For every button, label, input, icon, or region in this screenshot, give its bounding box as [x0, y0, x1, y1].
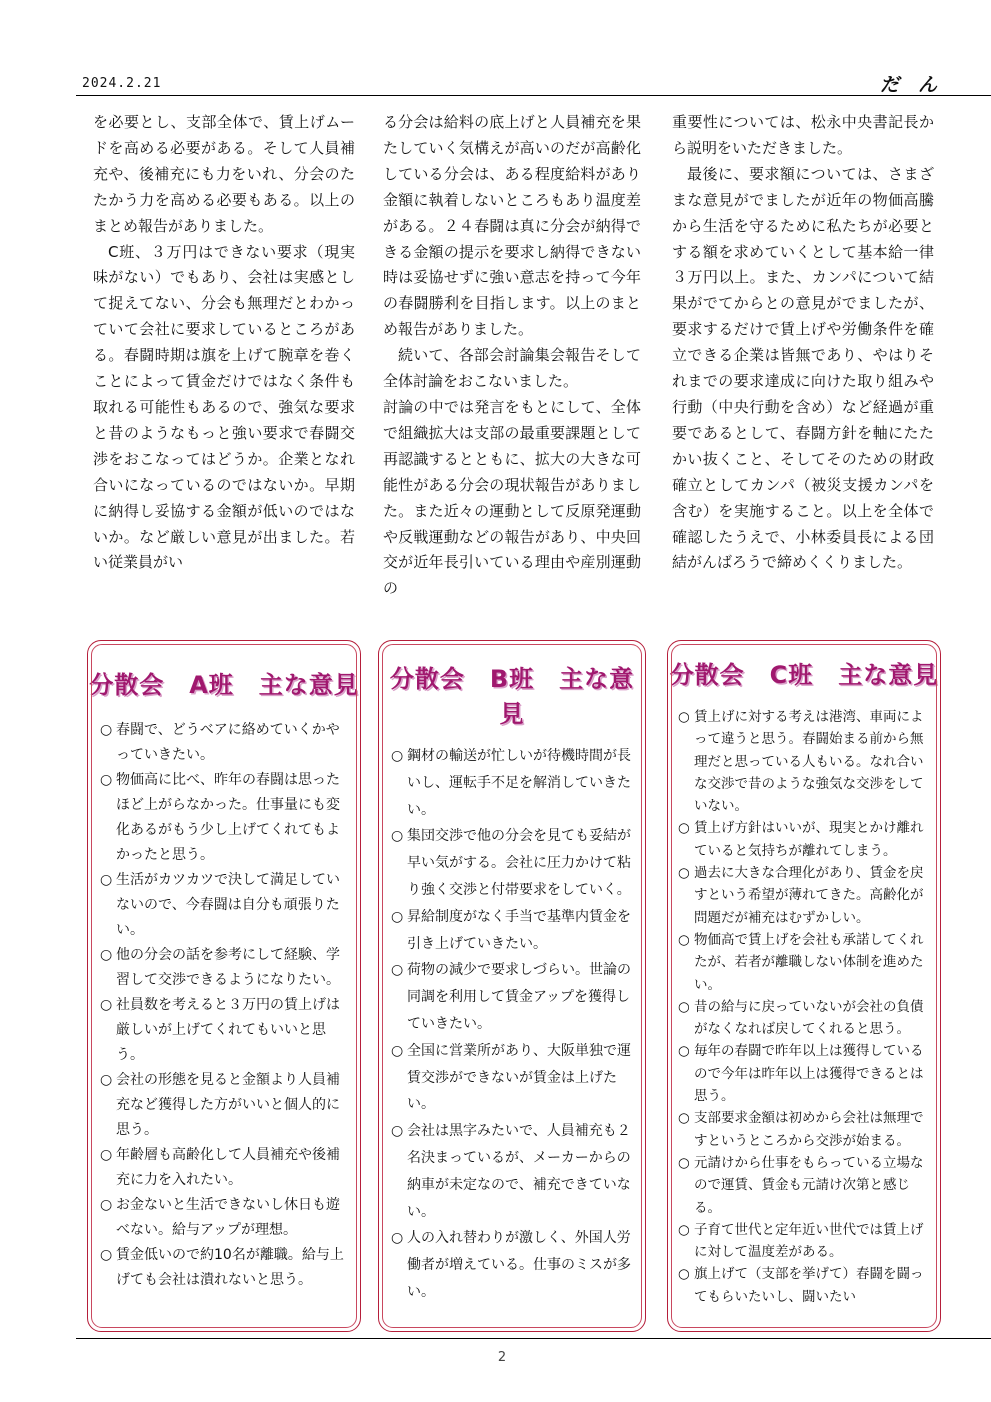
opinion-item: ○ 物価高に比べ、昨年の春闘は思ったほど上がらなかった。仕事量にも変化あるがもう少し上げてくれてもよかったと思う。	[100, 768, 348, 868]
opinion-list	[678, 706, 932, 1308]
article-paragraph: 重要性については、松永中央書記長から説明をいただきました。	[672, 113, 934, 157]
opinion-item: ○ 春闘で、どうベアに絡めていくかやっていきたい。	[100, 718, 348, 768]
opinion-item: ○ お金ないと生活できないし休日も遊べない。給与アップが理想。	[100, 1193, 348, 1243]
opinion-list	[100, 718, 348, 1293]
opinion-box-title: 分散会 C班 主な意見	[669, 661, 939, 689]
opinion-item: ○ 生活がカツカツで決して満足していないので、今春闘は自分も頑張りたい。	[100, 868, 348, 943]
opinion-item: ○ 子育て世代と定年近い世代では賃上げに対して温度差がある。	[678, 1219, 932, 1264]
opinion-item: ○ 全国に営業所があり、大阪単独で運賃交渉ができないが賃金は上げたい。	[391, 1038, 635, 1118]
opinion-item: ○ 会社の形態を見ると金額より人員補充など獲得した方がいいと個人的に思う。	[100, 1068, 348, 1143]
opinion-box-c	[667, 640, 941, 1332]
opinion-box-title: 分散会 A班 主な意見	[89, 671, 359, 699]
opinion-item: ○ 人の入れ替わりが激しく、外国人労働者が増えている。仕事のミスが多い。	[391, 1225, 635, 1305]
opinion-item: ○ 過去に大きな合理化があり、賃金を戻すという希望が薄れてきた。高齢化が問題だが補充はむずかしい。	[678, 862, 932, 929]
opinion-item: ○ 賃金低いので約10名が離職。給与上げても会社は潰れないと思う。	[100, 1243, 348, 1293]
article-paragraph: 最後に、要求額については、さまざまな意見がでましたが近年の物価高騰から生活を守るために私たちが必要とする額を求めていくとして基本給一律３万円以上。また、カンパについて結果がでてからとの意見がでましたが、要求するだけで賃上げや労働条件を確立できる企業は皆無であり、やはりそれまでの要求達成に向けた取り組みや行動（中央行動を含め）など経過が重要であるとして、春闘方針を軸にたたかい抜くこと、そしてそのための財政確立としてカンパ（被災支援カンパを含む）を実施すること。以上を全体で確認したうえで、小林委員長による団結がんばろうで締めくくりました。	[672, 164, 934, 572]
opinion-item: ○ 昔の給与に戻っていないが会社の負債がなくなれば戻してくれると思う。	[678, 996, 932, 1041]
opinion-item: ○ 他の分会の話を参考にして経験、学習して交渉できるようになりたい。	[100, 943, 348, 993]
opinion-item: ○ 元請けから仕事をもらっている立場なので運賃、賃金も元請け次第と感じる。	[678, 1152, 932, 1219]
opinion-list	[391, 743, 635, 1306]
opinion-item: ○ 旗上げて（支部を挙げて）春闘を闘ってもらいたいし、闘いたい	[678, 1263, 932, 1308]
opinion-item: ○ 集団交渉で他の分会を見ても妥結が早い気がする。会社に圧力かけて粘り強く交渉と付帯要求をしていく。	[391, 823, 635, 903]
opinion-box-b	[378, 640, 646, 1332]
article-paragraph: る分会は給料の底上げと人員補充を果たしていく気構えが高いのだが高齢化している分会は、ある程度給料があり金額に執着しないところもあり温度差がある。２４春闘は真に分会が納得できる金額の提示を要求し納得できない時は妥協せずに強い意志を持って今年の春闘勝利を目指します。以上のまとめ報告がありました。	[383, 113, 641, 339]
header-rule	[76, 95, 991, 96]
article-column-2	[383, 110, 641, 602]
opinion-item: ○ 鋼材の輸送が忙しいが待機時間が長いし、運転手不足を解消していきたい。	[391, 743, 635, 823]
opinion-box-a	[87, 640, 361, 1332]
opinion-item: ○ 賃上げ方針はいいが、現実とかけ離れていると気持ちが離れてしまう。	[678, 817, 932, 862]
opinion-item: ○ 毎年の春闘で昨年以上は獲得しているので今年は昨年以上は獲得できるとは思う。	[678, 1040, 932, 1107]
newsletter-title: だ ん	[880, 74, 938, 96]
article-column-3	[672, 110, 934, 576]
opinion-item: ○ 支部要求金額は初めから会社は無理ですというところから交渉が始まる。	[678, 1107, 932, 1152]
opinion-item: ○ 荷物の減少で要求しづらい。世論の同調を利用して賃金アップを獲得していきたい。	[391, 957, 635, 1037]
opinion-item: ○ 年齢層も高齢化して人員補充や後補充に力を入れたい。	[100, 1143, 348, 1193]
opinion-item: ○ 物価高で賃上げを会社も承諾してくれたが、若者が離職しない体制を進めたい。	[678, 929, 932, 996]
footer-rule	[76, 1338, 991, 1339]
opinion-item: ○ 会社は黒字みたいで、人員補充も２名決まっているが、メーカーからの納車が未定なので、補充できていない。	[391, 1118, 635, 1225]
article-paragraph: C班、３万円はできない要求（現実味がない）でもあり、会社は実感として捉えてない、分会も無理だとわかっていて会社に要求しているところがある。春闘時期は旗を上げて腕章を巻くことによって賃金だけではなく条件も取れる可能性もあるので、強気な要求と昔のようなもっと強い要求で春闘交渉をおこなってはどうか。企業となれ合いになっているのではないか。早期に納得し妥協する金額が低いのではないか。など厳しい意見が出ました。若い従業員がい	[93, 242, 355, 572]
opinion-item: ○ 賃上げに対する考えは港湾、車両によって違うと思う。春闘始まる前から無理だと思っている人もいる。なれ合いな交渉で昔のような強気な交渉をしていない。	[678, 706, 932, 817]
opinion-box-title: 分散会 B班 主な意見	[389, 665, 635, 728]
article-column-1	[93, 110, 355, 576]
article-paragraph: を必要とし、支部全体で、賃上げムードを高める必要がある。そして人員補充や、後補充にも力をいれ、分会のたたかう力を高める必要もある。以上のまとめ報告がありました。	[93, 113, 355, 235]
opinion-item: ○ 昇給制度がなく手当で基準内賃金を引き上げていきたい。	[391, 904, 635, 958]
issue-date: 2024.2.21	[82, 76, 162, 91]
opinion-item: ○ 社員数を考えると３万円の賃上げは厳しいが上げてくれてもいいと思う。	[100, 993, 348, 1068]
page-number: 2	[497, 1350, 507, 1365]
article-paragraph: 続いて、各部会討論集会報告そして全体討論をおこないました。	[383, 346, 641, 391]
article-paragraph: 討論の中では発言をもとにして、全体で組織拡大は支部の最重要課題として再認識するとともに、拡大の大きな可能性がある分会の現状報告がありました。また近々の運動として反原発運動や反戦運動などの報告があり、中央回交が近年長引いている理由や産別運動の	[383, 397, 641, 598]
